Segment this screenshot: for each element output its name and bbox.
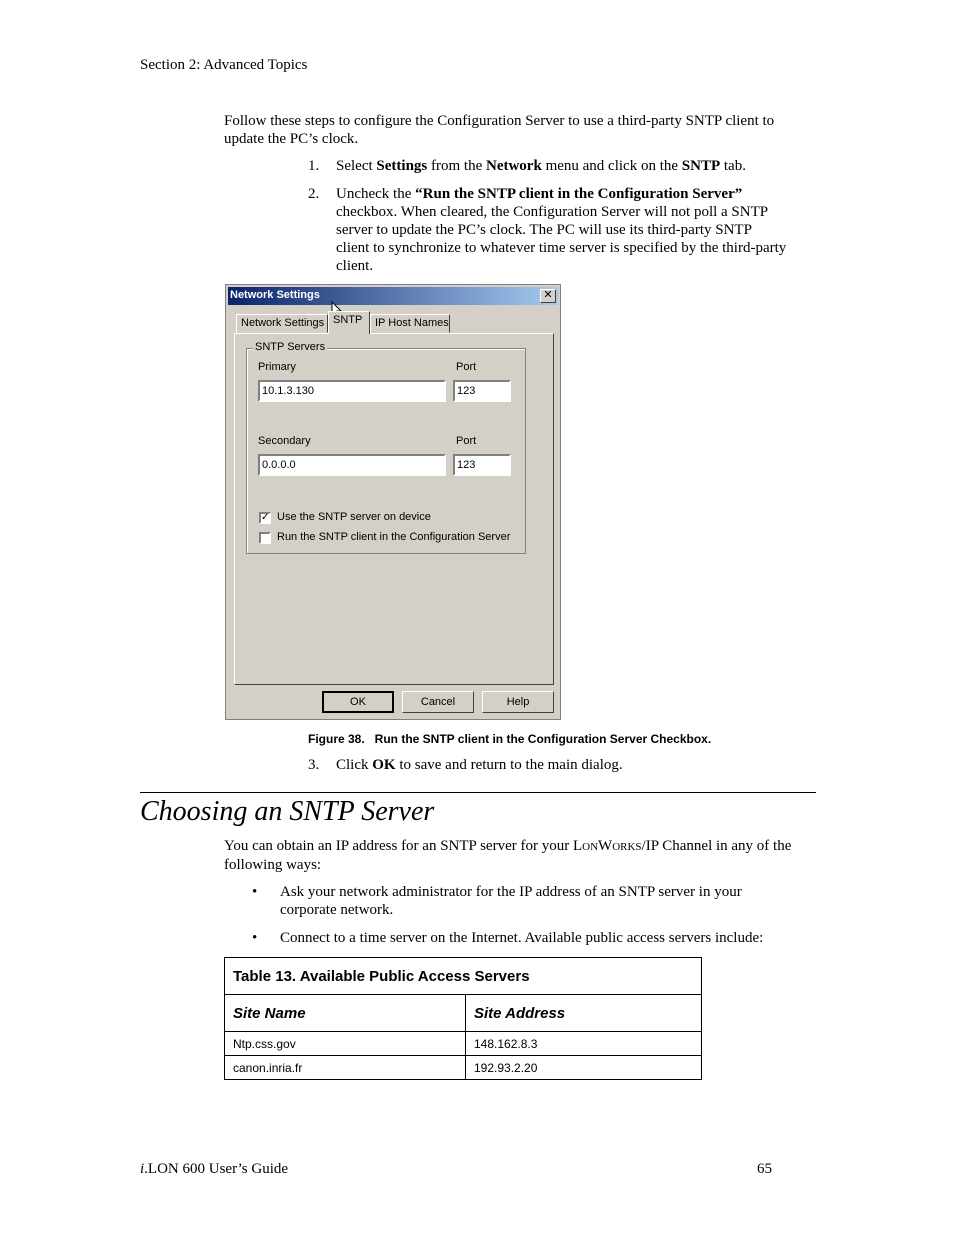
network-settings-dialog (225, 284, 561, 720)
sntp-tab-panel (234, 333, 554, 685)
step-number: 2. (308, 186, 320, 202)
help-button[interactable]: Help (482, 691, 554, 713)
section-intro: You can obtain an IP address for an SNTP server for your LONWORKS/IP Channel in any of the following ways: (224, 838, 792, 873)
table-caption-row (225, 958, 702, 995)
table-row (225, 1056, 702, 1080)
primary-label: Primary (258, 361, 296, 373)
public-servers-table (224, 957, 702, 1080)
column-header: Site Address (466, 995, 702, 1032)
table-cell: 192.93.2.20 (466, 1056, 702, 1080)
step-text: Select Settings from the Network menu and click on the SNTP tab. (336, 158, 746, 174)
secondary-server-input[interactable]: 0.0.0.0 (258, 454, 446, 476)
step-3 (308, 756, 788, 774)
bullet-glyph: • (252, 930, 258, 946)
step-number: 3. (308, 757, 320, 773)
run-sntp-config-server-checkbox[interactable] (259, 532, 271, 544)
table-cell: Ntp.css.gov (225, 1032, 466, 1056)
primary-server-input[interactable]: 10.1.3.130 (258, 380, 446, 402)
cancel-button[interactable]: Cancel (402, 691, 474, 713)
step-text: Click OK to save and return to the main dialog. (336, 757, 623, 773)
figure-caption: Figure 38. Run the SNTP client in the Configuration Server Checkbox. (308, 732, 712, 746)
step-1 (308, 157, 788, 175)
secondary-port-input[interactable]: 123 (453, 454, 511, 476)
step-2 (308, 185, 788, 275)
running-header: Section 2: Advanced Topics (140, 57, 308, 73)
page-number: 65 (757, 1161, 772, 1177)
table-caption: Table 13. Available Public Access Servers (225, 958, 702, 995)
secondary-label: Secondary (258, 435, 311, 447)
use-sntp-device-checkbox[interactable]: ✓ (261, 512, 270, 523)
section-divider (140, 792, 816, 793)
primary-port-input[interactable]: 123 (453, 380, 511, 402)
table-row (225, 1032, 702, 1056)
footer-guide-title: i.LON 600 User’s Guide (140, 1161, 289, 1177)
tab-network-settings[interactable]: Network Settings (236, 314, 328, 333)
dialog-title: Network Settings (230, 289, 320, 301)
bullet-item: Ask your network administrator for the IP address of an SNTP server in your corporate network. (280, 884, 742, 918)
primary-port-label: Port (456, 361, 477, 373)
intro-paragraph: Follow these steps to configure the Configuration Server to use a third-party SNTP client to update the PC’s clock. (224, 113, 775, 147)
column-header: Site Name (225, 995, 466, 1032)
tab-sntp[interactable]: SNTP (328, 311, 370, 334)
secondary-port-label: Port (456, 435, 477, 447)
run-sntp-config-server-label: Run the SNTP client in the Configuration Server (277, 531, 511, 543)
table-cell: canon.inria.fr (225, 1056, 466, 1080)
table-header-row (225, 995, 702, 1032)
sntp-servers-group (246, 341, 526, 554)
bullet-glyph: • (252, 884, 258, 900)
section-title: Choosing an SNTP Server (140, 796, 435, 827)
bullet-item: Connect to a time server on the Internet. Available public access servers include: (280, 930, 764, 946)
tab-ip-host-names[interactable]: IP Host Names (370, 314, 450, 333)
step-text: Uncheck the “Run the SNTP client in the Configuration Server” checkbox. When cleared, the Configuration Server will not poll a SNTP server to update the PC’s clock. The PC will use its third-party SNTP client to synchronize to whatever time server is specified by the third-party client. (336, 186, 787, 274)
table-cell: 148.162.8.3 (466, 1032, 702, 1056)
step-number: 1. (308, 158, 320, 174)
dialog-titlebar[interactable] (228, 287, 558, 305)
group-label: SNTP Servers (255, 341, 326, 353)
ok-button[interactable]: OK (322, 691, 394, 713)
use-sntp-device-label: Use the SNTP server on device (277, 511, 431, 523)
close-icon[interactable]: ✕ (540, 289, 556, 303)
